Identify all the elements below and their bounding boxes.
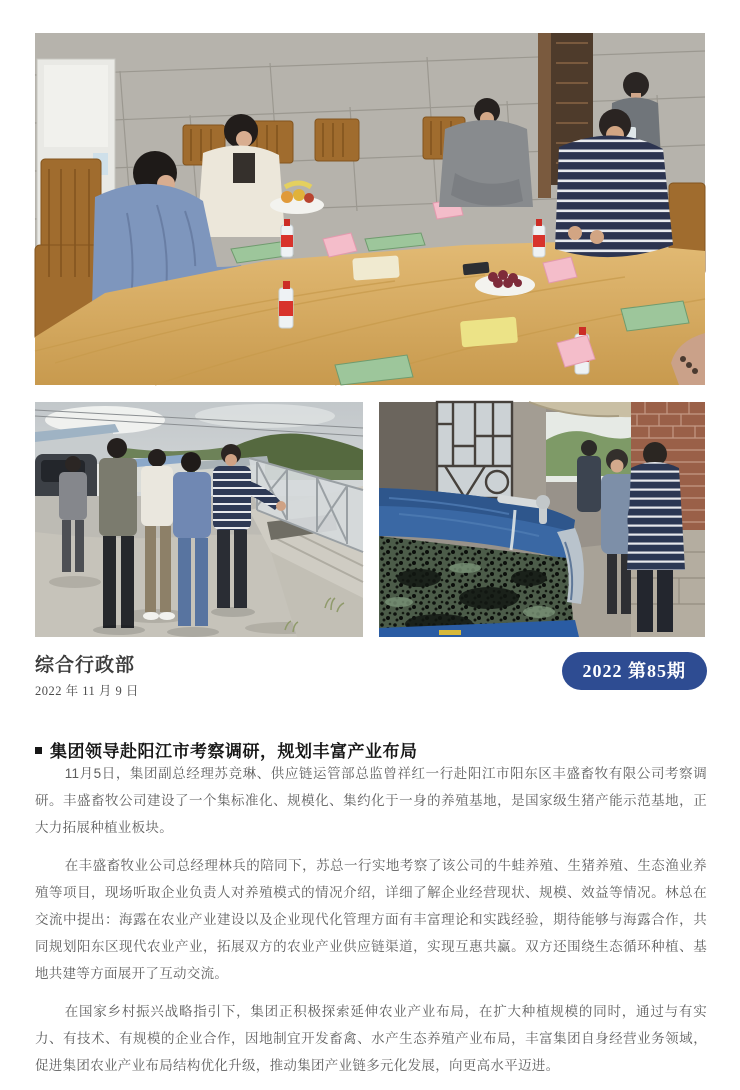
- article-headline-text: 集团领导赴阳江市考察调研，规划丰富产业布局: [50, 742, 418, 761]
- article-paragraph: 在丰盛畜牧业公司总经理林兵的陪同下，苏总一行实地考察了该公司的牛蛙养殖、生猪养殖、生态渔业养殖等项目，现场听取企业负责人对养殖模式的情况介绍，详细了解企业经营现状、规模、效益等情况。林总在交流中提出：海露在农业产业建设以及企业现代化管理方面有丰富理论和实践经验，期待能够与海露合作，共同规划阳东区现代农业产业，拓展双方的农业产业供应链渠道，实现互惠共赢。双方还围绕生态循环种植、基地共建等方面展开了互动交流。: [35, 858, 707, 981]
- meeting-room-photo: [35, 33, 705, 385]
- article-body: [35, 760, 707, 1090]
- article-headline: [35, 737, 707, 762]
- article-paragraph: 在国家乡村振兴战略指引下，集团正积极探索延伸农业产业布局，在扩大种植规模的同时，通过与有实力、有技术、有规模的企业合作，因地制宜开发畜禽、水产生态养殖产业布局，丰富集团自身经营业务领域，促进集团农业产业布局结构优化升级，推动集团产业链多元化发展，向更高水平迈进。: [35, 1004, 707, 1073]
- department-name: 综合行政部: [35, 655, 136, 676]
- field-visit-photo: [35, 402, 363, 637]
- pond-visit-photo: [379, 402, 705, 637]
- issue-badge: 2022 第85期: [562, 652, 708, 690]
- article-paragraph: 11月5日，集团副总经理苏竞琳、供应链运管部总监曾祥红一行赴阳江市阳东区丰盛畜牧有限公司考察调研。丰盛畜牧公司建设了一个集标准化、规模化、集约化于一身的养殖基地，是国家级生猪产能示范基地，正大力拓展种植业板块。: [35, 766, 707, 835]
- publish-date: 2022 年 11 月 9 日: [35, 684, 139, 698]
- headline-bullet-icon: [35, 747, 42, 754]
